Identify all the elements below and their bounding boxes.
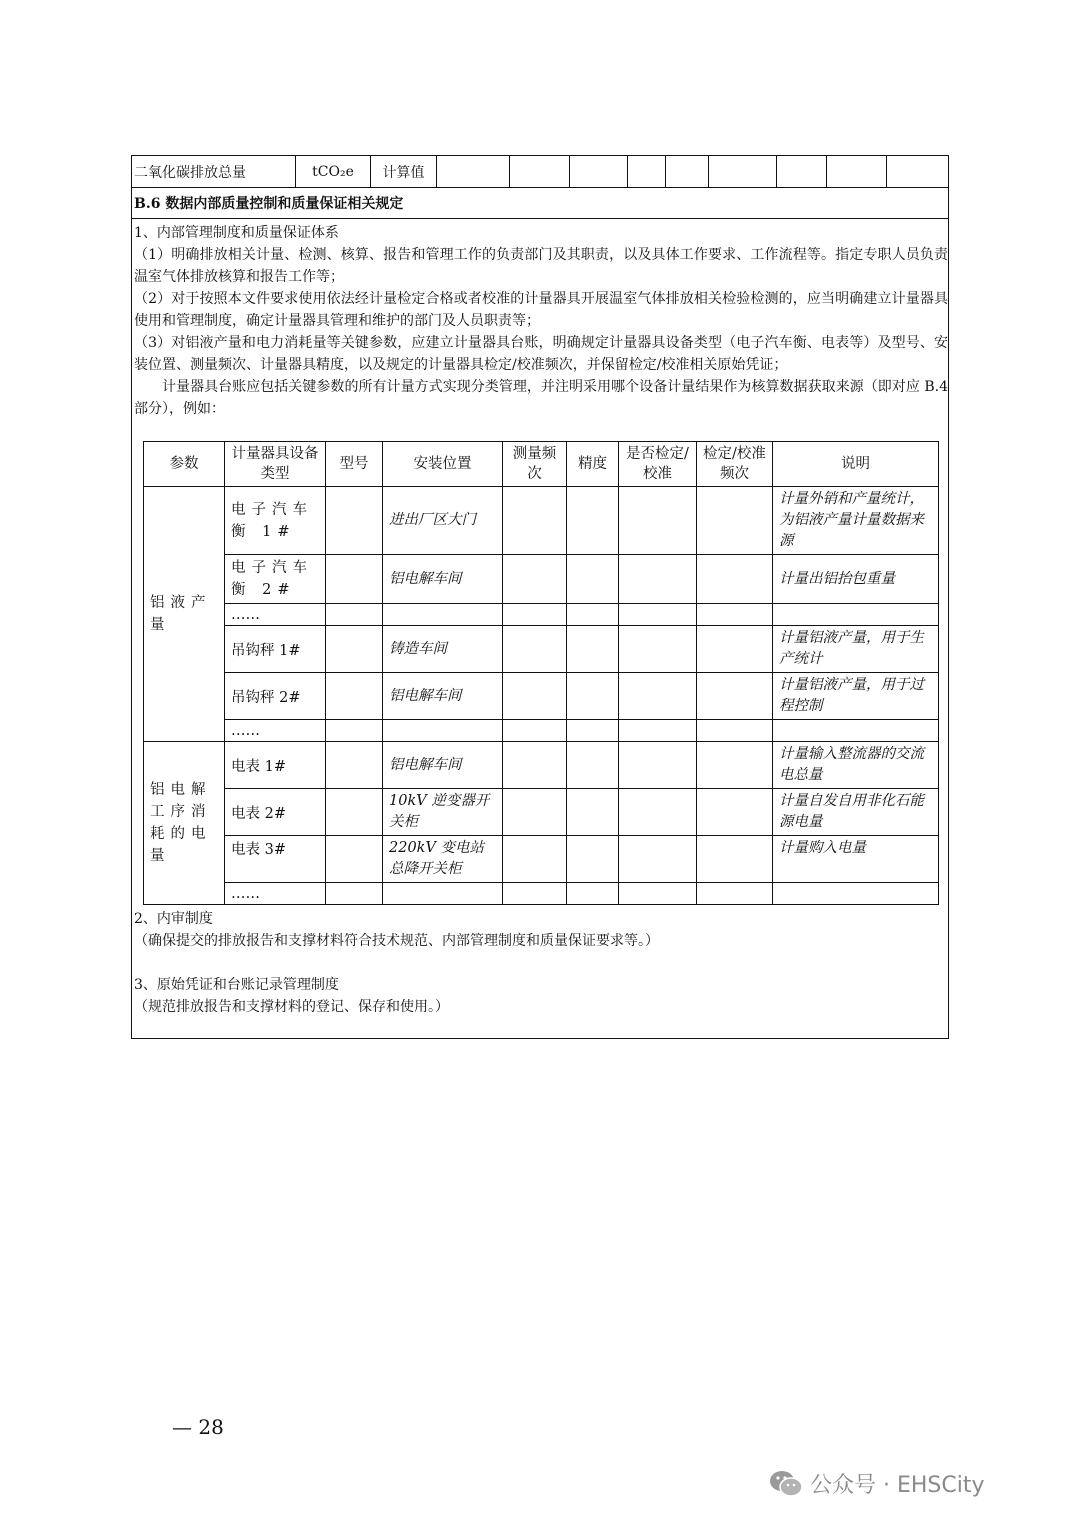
paragraph: （1）明确排放相关计量、检测、核算、报告和管理工作的负责部门及其职责，以及具体工作要求、工作流程等。指定专职人员负责温室气体排放核算和报告工作等；	[134, 247, 948, 285]
empty-cell	[628, 156, 666, 187]
heading-2: 2、内审制度	[134, 911, 213, 927]
table-row	[144, 742, 939, 789]
header-note: 说明	[773, 442, 939, 487]
section-title: B.6 数据内部质量控制和质量保证相关规定	[132, 187, 948, 219]
device-cell: 电表 2#	[225, 789, 326, 836]
note-cell: 计量购入电量	[773, 836, 939, 883]
model-cell	[326, 673, 383, 720]
empty-cell	[827, 156, 887, 187]
device-cell: 电子汽车衡 1#	[225, 487, 326, 555]
paragraph: （规范排放报告和支撑材料的登记、保存和使用。）	[134, 999, 449, 1015]
model-cell	[326, 836, 383, 883]
location-cell: 铝电解车间	[383, 555, 503, 604]
heading-1: 1、内部管理制度和质量保证体系	[134, 225, 339, 241]
table-row	[144, 555, 939, 604]
table-header-row	[144, 442, 939, 487]
note-cell: 计量自发自用非化石能源电量	[773, 789, 939, 836]
watermark-text: 公众号 · EHSCity	[810, 1473, 985, 1498]
location-cell: 铝电解车间	[383, 742, 503, 789]
device-cell: 电子汽车衡 2#	[225, 555, 326, 604]
model-cell	[326, 487, 383, 555]
device-cell: ……	[225, 604, 326, 626]
note-cell: 计量铝液产量，用于生产统计	[773, 626, 939, 673]
form-frame	[131, 155, 949, 1039]
device-cell: 电表 3#	[225, 836, 326, 883]
heading-3: 3、原始凭证和台账记录管理制度	[134, 977, 339, 993]
empty-cell	[887, 156, 948, 187]
meter-ledger-table	[143, 441, 939, 905]
table-row	[144, 789, 939, 836]
location-cell: 10kV 逆变器开关柜	[383, 789, 503, 836]
paragraph: （确保提交的排放报告和支撑材料符合技术规范、内部管理制度和质量保证要求等。）	[134, 933, 659, 949]
table-row	[144, 604, 939, 626]
empty-cell	[510, 156, 570, 187]
param-cell: 铝液产量	[144, 487, 225, 742]
empty-cell	[709, 156, 777, 187]
co2-total-label: 二氧化碳排放总量	[132, 156, 296, 187]
param-cell: 铝电解工序消耗的电量	[144, 742, 225, 905]
note-cell: 计量出铝抬包重量	[773, 555, 939, 604]
model-cell	[326, 626, 383, 673]
co2-source: 计算值	[371, 156, 437, 187]
table-row	[144, 883, 939, 905]
header-frequency: 测量频次	[503, 442, 567, 487]
paragraph: （3）对铝液产量和电力消耗量等关键参数，应建立计量器具台账，明确规定计量器具设备类型（电子汽车衡、电表等）及型号、安装位置、测量频次、计量器具精度，以及规定的计量器具检定/校准频次，并保留检定/校准相关原始凭证；	[134, 335, 948, 373]
location-cell: 铸造车间	[383, 626, 503, 673]
wechat-icon	[768, 1469, 804, 1499]
header-location: 安装位置	[383, 442, 503, 487]
co2-total-row	[132, 156, 948, 188]
device-cell: 吊钩秤 2#	[225, 673, 326, 720]
paragraph: 计量器具台账应包括关键参数的所有计量方式实现分类管理，并注明采用哪个设备计量结果作为核算数据获取来源（即对应 B.4 部分），例如：	[134, 379, 948, 417]
header-calibrated: 是否检定/校准	[619, 442, 697, 487]
table-row	[144, 673, 939, 720]
device-cell: 吊钩秤 1#	[225, 626, 326, 673]
qa-text	[132, 222, 950, 420]
empty-cell	[777, 156, 827, 187]
location-cell: 铝电解车间	[383, 673, 503, 720]
empty-cell	[437, 156, 510, 187]
empty-cell	[570, 156, 628, 187]
table-row	[144, 626, 939, 673]
model-cell	[326, 742, 383, 789]
note-cell: 计量铝液产量，用于过程控制	[773, 673, 939, 720]
model-cell	[326, 789, 383, 836]
header-model: 型号	[326, 442, 383, 487]
page-number: — 28	[172, 1415, 224, 1439]
location-cell: 220kV 变电站总降开关柜	[383, 836, 503, 883]
after-table-text	[132, 908, 659, 1018]
header-device: 计量器具设备类型	[225, 442, 326, 487]
device-cell: ……	[225, 883, 326, 905]
header-precision: 精度	[567, 442, 619, 487]
header-calib-freq: 检定/校准频次	[697, 442, 773, 487]
co2-unit: tCO₂e	[296, 156, 371, 187]
location-cell: 进出厂区大门	[383, 487, 503, 555]
table-row	[144, 487, 939, 555]
table-row	[144, 836, 939, 883]
empty-cell	[666, 156, 709, 187]
header-param: 参数	[144, 442, 225, 487]
device-cell: 电表 1#	[225, 742, 326, 789]
note-cell: 计量外销和产量统计，为铝液产量计量数据来源	[773, 487, 939, 555]
paragraph: （2）对于按照本文件要求使用依法经计量检定合格或者校准的计量器具开展温室气体排放相关检验检测的，应当明确建立计量器具使用和管理制度，确定计量器具管理和维护的部门及人员职责等；	[134, 291, 948, 329]
note-cell: 计量输入整流器的交流电总量	[773, 742, 939, 789]
model-cell	[326, 555, 383, 604]
device-cell: ……	[225, 720, 326, 742]
table-row	[144, 720, 939, 742]
watermark	[768, 1468, 985, 1499]
